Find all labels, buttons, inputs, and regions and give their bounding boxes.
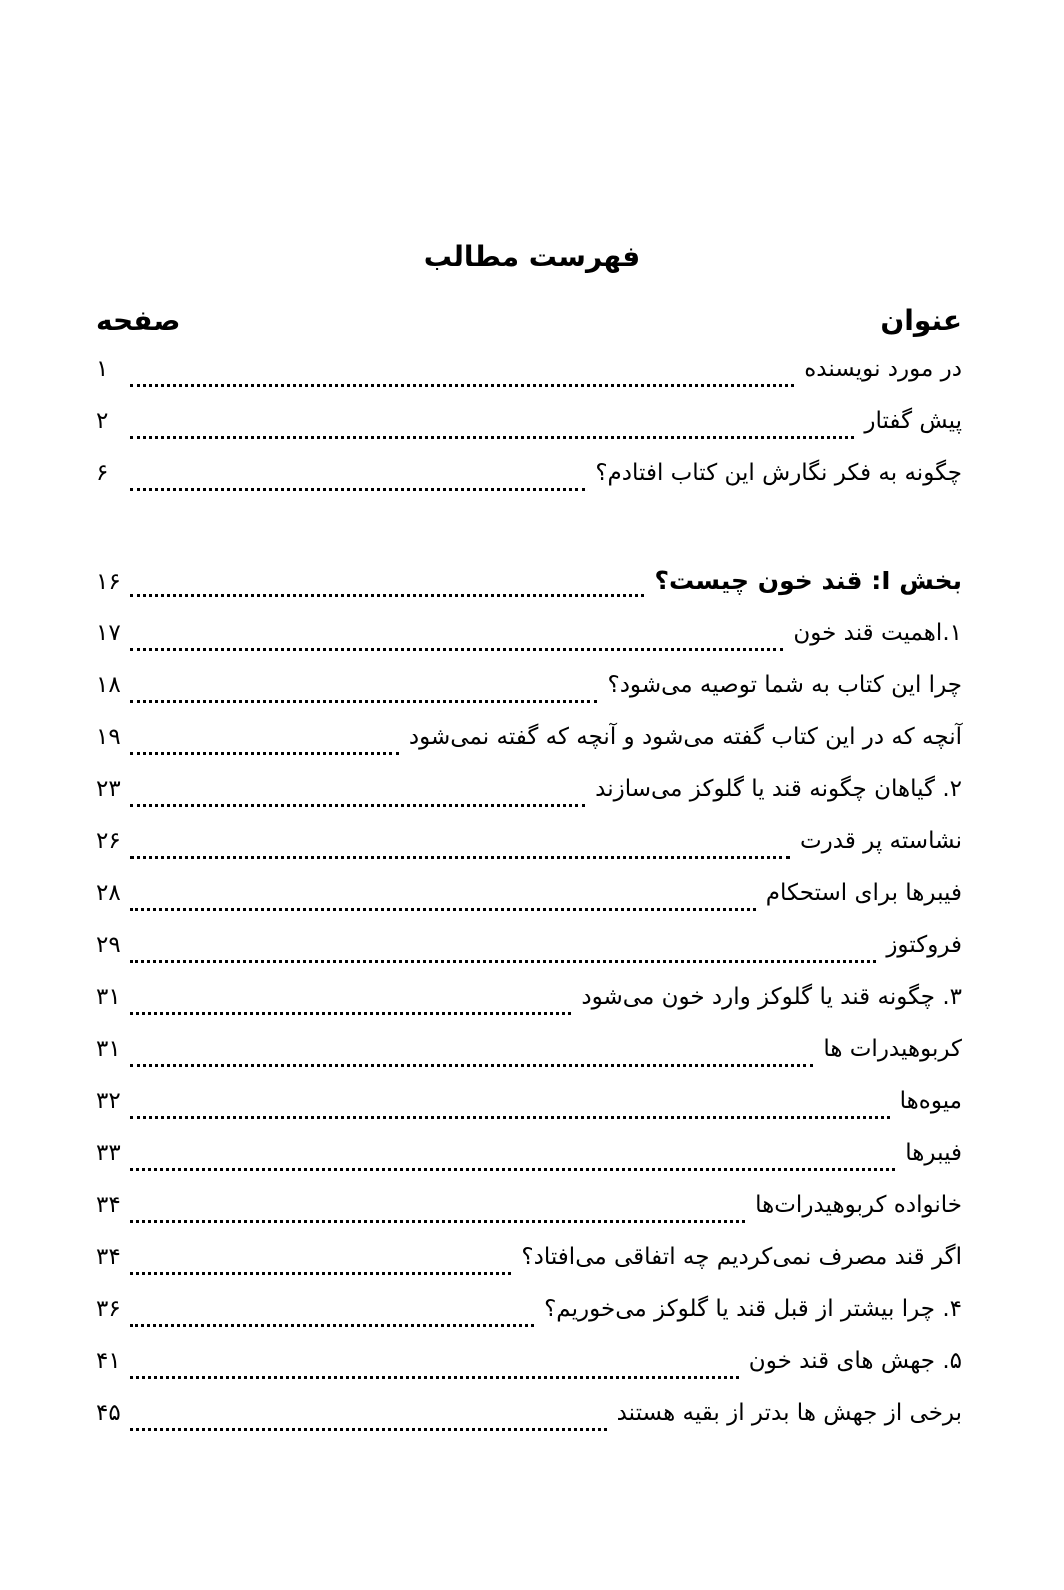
toc-entry-title: بخش I: قند خون چیست؟: [654, 566, 962, 595]
dot-leader: [130, 378, 794, 387]
toc-title: فهرست مطالب: [423, 240, 641, 273]
toc-entry[interactable]: [96, 1244, 962, 1284]
toc-entry-page: ۲۳: [96, 776, 121, 802]
toc-entry-how-idea[interactable]: [96, 460, 962, 500]
toc-entry-about-author[interactable]: [96, 356, 962, 396]
toc-entry-page: ۲: [96, 408, 109, 434]
toc-entry-preface[interactable]: [96, 408, 962, 448]
toc-entry-page: ۳۲: [96, 1088, 121, 1114]
dot-leader: [130, 746, 399, 755]
toc-entry[interactable]: [96, 1036, 962, 1076]
toc-entry-title: فروکتوز: [886, 932, 962, 958]
dot-leader: [130, 642, 783, 651]
toc-entry-title: اگر قند مصرف نمی‌کردیم چه اتفاقی می‌افتاد؟: [521, 1244, 962, 1270]
toc-header-row: [96, 304, 962, 348]
toc-entry[interactable]: [96, 620, 962, 660]
toc-entry-page: ۳۴: [96, 1244, 121, 1270]
toc-entry[interactable]: [96, 1192, 962, 1232]
toc-entry-page: ۲۶: [96, 828, 121, 854]
column-header-title: عنوان: [880, 304, 962, 337]
toc-entry-page: ۱۷: [96, 620, 121, 646]
toc-entry-page: ۶: [96, 460, 109, 486]
toc-entry-title: فیبرها برای استحکام: [765, 880, 962, 906]
dot-leader: [130, 1422, 607, 1431]
toc-entry-page: ۱۶: [96, 569, 121, 595]
dot-leader: [130, 902, 756, 911]
toc-entry[interactable]: [96, 1088, 962, 1128]
toc-entry[interactable]: [96, 984, 962, 1024]
toc-entry-title: برخی از جهش ها بدتر از بقیه هستند: [616, 1400, 962, 1426]
toc-entry[interactable]: [96, 672, 962, 712]
toc-entry[interactable]: [96, 1400, 962, 1440]
dot-leader: [130, 588, 644, 597]
toc-entry-title: ۲. گیاهان چگونه قند یا گلوکز می‌سازند: [595, 776, 962, 802]
dot-leader: [130, 1110, 890, 1119]
toc-entry-title: خانواده کربوهیدرات‌ها: [755, 1192, 962, 1218]
toc-entry-page: ۳۱: [96, 1036, 121, 1062]
dot-leader: [130, 1214, 745, 1223]
dot-leader: [130, 954, 876, 963]
dot-leader: [130, 850, 790, 859]
toc-entry-title: نشاسته پر قدرت: [799, 828, 962, 854]
toc-entry-page: ۱: [96, 356, 109, 382]
toc-entry-title: چرا این کتاب به شما توصیه می‌شود؟: [607, 672, 962, 698]
dot-leader: [130, 1058, 813, 1067]
dot-leader: [130, 798, 585, 807]
toc-entry[interactable]: [96, 724, 962, 764]
toc-entry-page: ۲۹: [96, 932, 121, 958]
dot-leader: [130, 430, 854, 439]
toc-entry-title: ۳. چگونه قند یا گلوکز وارد خون می‌شود: [581, 984, 962, 1010]
toc-entry-title: کربوهیدرات ها: [823, 1036, 962, 1062]
toc-entry-page: ۱۹: [96, 724, 121, 750]
dot-leader: [130, 1266, 511, 1275]
toc-entry[interactable]: [96, 776, 962, 816]
toc-entry[interactable]: [96, 828, 962, 868]
dot-leader: [130, 1370, 739, 1379]
toc-entry[interactable]: [96, 1140, 962, 1180]
toc-entry-page: ۳۴: [96, 1192, 121, 1218]
toc-entry[interactable]: [96, 1296, 962, 1336]
toc-entry-page: ۱۸: [96, 672, 121, 698]
toc-entry-title: پیش گفتار: [864, 408, 962, 434]
column-header-page: صفحه: [96, 304, 181, 337]
toc-entry[interactable]: [96, 880, 962, 920]
toc-entry[interactable]: [96, 1348, 962, 1388]
toc-entry-page: ۲۸: [96, 880, 121, 906]
dot-leader: [130, 1006, 571, 1015]
toc-entry-title: میوه‌ها: [899, 1088, 962, 1114]
toc-entry-part-1[interactable]: [96, 566, 962, 606]
toc-entry-title: چگونه به فکر نگارش این کتاب افتادم؟: [595, 460, 962, 486]
toc-entry-page: ۳۱: [96, 984, 121, 1010]
dot-leader: [130, 1318, 534, 1327]
toc-entry-page: ۳۳: [96, 1140, 121, 1166]
toc-entry-title: فیبرها: [905, 1140, 962, 1166]
toc-entry-page: ۴۱: [96, 1348, 121, 1374]
toc-entry[interactable]: [96, 932, 962, 972]
dot-leader: [130, 1162, 895, 1171]
toc-entry-title: در مورد نویسنده: [804, 356, 962, 382]
toc-entry-title: آنچه که در این کتاب گفته می‌شود و آنچه که گفته نمی‌شود: [408, 724, 962, 750]
dot-leader: [130, 694, 597, 703]
dot-leader: [130, 482, 585, 491]
toc-entry-title: ۵. جهش های قند خون: [748, 1348, 962, 1374]
toc-entry-title: ۴. چرا بیشتر از قبل قند یا گلوکز می‌خوریم؟: [544, 1296, 962, 1322]
toc-entry-page: ۴۵: [96, 1400, 121, 1426]
toc-entry-title: ۱.اهمیت قند خون: [793, 620, 962, 646]
toc-entry-page: ۳۶: [96, 1296, 121, 1322]
